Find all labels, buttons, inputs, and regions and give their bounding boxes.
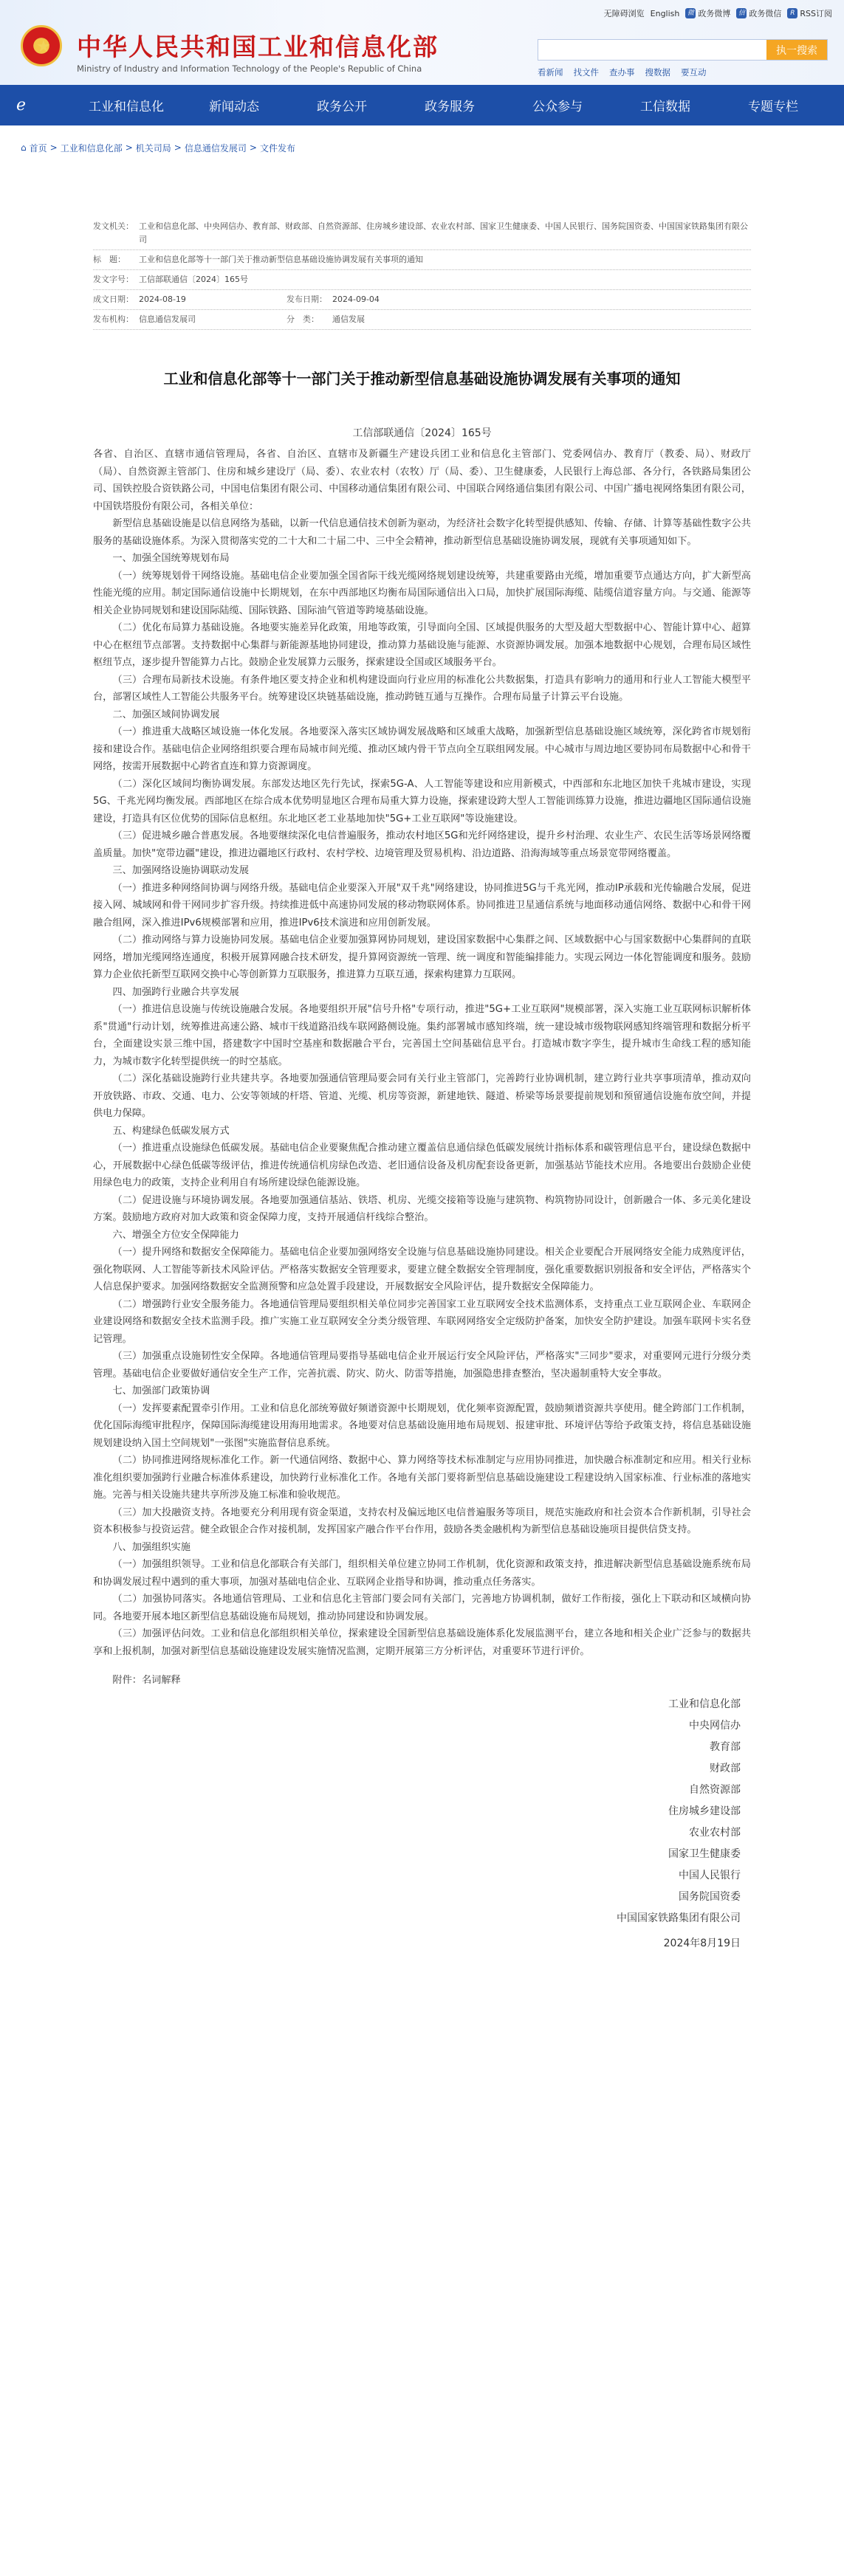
paragraph: （一）统筹规划骨干网络设施。基础电信企业要加强全国省际干线光缆网络规划建设统筹，共建重要路由光缆，增加重要节点通达方向，扩大新型高性能光缆的应用。制定国际通信设施中长期规划，在东中西部地区均衡布局国际通信出入口局，加快扩展国际海缆、陆缆信道容量方向。与交通、能源等相关企业协同规划和建设国际陆缆、国际铁路、国际油气管道等跨境基础设施。	[93, 570, 751, 616]
document-title: 工业和信息化部等十一部门关于推动新型信息基础设施协调发展有关事项的通知	[163, 370, 681, 388]
search-button[interactable]: 执一搜索	[766, 40, 827, 60]
document-body	[93, 446, 751, 1952]
paragraph: （一）推进信息设施与传统设施融合发展。各地要组织开展"信号升格"专项行动，推进"5G+工业互联网"规模部署，深入实施工业互联网标识解析体系"贯通"行动计划，统筹推进高速公路、城市干线道路沿线车联网路侧设施。集约部署城市感知终端，统一建设城市级物联网感知终端管理和数据分析平台，全面建设实景三维中国，搭建数字中国时空基座和数据融合平台，完善国土空间基础信息平台。打造城市数字孪生，提升城市生命线工程的感知能力，为城市数字化转型提供统一的时空基底。	[93, 1004, 751, 1067]
paragraph: 八、加强组织实施	[112, 1541, 191, 1553]
weibo-icon: 微	[685, 8, 696, 18]
paragraph: （二）促进设施与环境协调发展。各地要加强通信基站、铁塔、机房、光缆交接箱等设施与建筑物、构筑物协同设计，创新融合一体、多元美化建设方案。鼓励地方政府对加大政策和资金保障力度，支持开展通信杆线综合整治。	[93, 1194, 751, 1223]
meta-label: 标 题：	[93, 255, 126, 264]
signer: 国务院国资委	[679, 1890, 741, 1903]
breadcrumb-files[interactable]: 文件发布	[259, 142, 295, 154]
meta-label: 发文字号：	[93, 275, 134, 284]
rss-link[interactable]: R RSS订阅	[787, 7, 832, 19]
sign-date: 2024年8月19日	[663, 1937, 741, 1949]
meta-label: 分 类：	[287, 314, 319, 324]
meta-label: 发布日期：	[287, 295, 327, 304]
breadcrumb-dept[interactable]: 信息通信发展司	[184, 142, 247, 154]
meta-org: 信息通信发展司	[139, 314, 196, 324]
location-icon: ⌂	[21, 142, 27, 153]
paragraph: （一）发挥要素配置牵引作用。工业和信息化部统筹做好频谱资源中长期规划，优化频率资源配置，鼓励频谱资源共享使用。健全跨部门工作机制，优化国际海缆审批程序，保障国际海缆建设用海用地需求。各地要对信息基础设施用地布局规划、报建审批、环境评估等给予政策支持，将信息基础设施规划建设纳入国土空间规划"一张图"实施监督信息系统。	[93, 1402, 751, 1449]
paragraph: （三）促进城乡融合普惠发展。各地要继续深化电信普遍服务，推动农村地区5G和光纤网络建设，提升乡村治理、农业生产、农民生活等场景网络覆盖质量。加快"宽带边疆"建设，推进边疆地区行政村、农村学校、边境管理及贸易机构、沿边道路、沿海海域等重点场景宽带网络覆盖。	[93, 830, 751, 859]
search-input[interactable]	[538, 40, 766, 60]
paragraph: （二）优化布局算力基础设施。各地要实施差异化政策，用地等政策，引导面向全国、区域提供服务的大型及超大型数据中心、智能计算中心、超算中心在枢纽节点部署。支持数据中心集群与新能源基地协同建设，推动算力基础设施与能源、水资源协调发展。加强本地数据中心规划，合理布局区域性枢纽节点，逐步提升智能算力占比。鼓励企业发展算力云服务，探索建设全国或区域服务平台。	[93, 622, 751, 668]
paragraph: 六、增强全方位安全保障能力	[112, 1229, 239, 1241]
site-subtitle: Ministry of Industry and Information Technology of the People's Republic of China	[77, 63, 422, 74]
paragraph: （三）加强重点设施韧性安全保障。各地通信管理局要指导基础电信企业开展运行安全风险评估，严格落实"三同步"要求，对重要网元进行分级分类管理。基础电信企业要做好通信安全生产工作，完善抗震、防灾、防火、防雷等措施，加强隐患排查整治，坚决遏制重特大安全事故。	[93, 1351, 751, 1380]
meta-number: 工信部联通信〔2024〕165号	[139, 275, 248, 284]
hotword-files[interactable]: 找文件	[573, 67, 599, 78]
meta-label: 发布机构：	[93, 314, 134, 324]
weibo-link[interactable]: 微 政务微博	[685, 7, 730, 19]
signer: 自然资源部	[689, 1783, 741, 1796]
signer: 工业和信息化部	[668, 1698, 741, 1710]
paragraph: （二）加强协同落实。各地通信管理局、工业和信息化主管部门要会同有关部门，完善地方协调机制，做好工作衔接，强化上下联动和区域横向协同。各地要开展本地区新型信息基础设施布局规划，推动协同建设和协调发展。	[93, 1594, 751, 1622]
attachment-link[interactable]: 附件：名词解释	[112, 1675, 181, 1686]
main-nav	[0, 85, 844, 125]
signer: 住房城乡建设部	[668, 1805, 741, 1817]
nav-item-news[interactable]: 新闻动态	[209, 100, 259, 114]
english-link[interactable]: English	[650, 8, 680, 18]
breadcrumb-ministry[interactable]: 工业和信息化部	[60, 142, 123, 154]
signer: 国家卫生健康委	[668, 1847, 741, 1860]
signer: 中央网信办	[689, 1719, 741, 1732]
home-logo-icon[interactable]: ℯ	[16, 95, 27, 114]
top-links	[604, 7, 832, 19]
hotword-data[interactable]: 搜数据	[645, 67, 670, 78]
paragraph: 三、加强网络设施协调联动发展	[112, 865, 250, 876]
paragraph: （三）加强评估问效。工业和信息化部组织相关单位，探索建设全国新型信息基础设施体系化发展监测平台，建立各地和相关企业广泛参与的数据共享和上报机制，加强对新型信息基础设施建设发展实施情况监测，定期开展第三方分析评估，对重要环节进行评价。	[93, 1628, 751, 1657]
paragraph: 二、加强区域间协调发展	[112, 709, 220, 720]
wechat-icon: 信	[736, 8, 747, 18]
paragraph: 一、加强全国统筹规划布局	[112, 553, 230, 564]
paragraph: （一）加强组织领导。工业和信息化部联合有关部门，组织相关单位建立协同工作机制，优化资源和政策支持，推进解决新型信息基础设施系统布局和协调发展过程中遇到的重大事项，加强对基础电信企业、互联网企业指导和协调，推动重点任务落实。	[93, 1559, 751, 1588]
paragraph: （三）合理布局新技术设施。有条件地区要支持企业和机构建设面向行业应用的标准化公共数据集，打造具有影响力的通用和行业人工智能大模型平台，部署区域性人工智能公共服务平台。统筹建设区块链基础设施，推动跨链互通与互操作。合理布局量子计算云平台设施。	[93, 674, 751, 703]
hotwords	[538, 66, 707, 78]
hotword-services[interactable]: 查办事	[609, 67, 635, 78]
paragraph: （一）推进重大战略区域设施一体化发展。各地要深入落实区域协调发展战略和区域重大战略，加强新型信息基础设施区域统筹，深化跨省市规划衔接和建设合作。基础电信企业网络组织要合理布局城市间光缆、推动区域内骨干节点向全互联组网发展。中心城市与周边地区要协同布局数据中心和骨干网络，按需开展数据中心跨省直连和算力资源调度。	[93, 726, 751, 772]
paragraph: （二）深化区域间均衡协调发展。东部发达地区先行先试，探索5G-A、人工智能等建设和应用新模式，中西部和东北地区加快千兆城市建设，实现5G、千兆光网均衡发展。西部地区在综合成本优势明显地区合理布局重大算力设施，探索建设跨大型人工智能训练算力设施，推进边疆地区国际通信设施建设，打造具有区位优势的国际信息枢纽。东北地区老工业基地加快"5G+工业互联网"等设施建设。	[93, 778, 751, 824]
paragraph: （三）加大投融资支持。各地要充分利用现有资金渠道，支持农村及偏远地区电信普遍服务等项目，规范实施政府和社会资本合作新机制，引导社会资本积极参与投资运营。健全政银企合作对接机制，发挥国家产融合作平台作用，鼓励各类金融机构为新型信息基础设施项目提供信贷支持。	[93, 1506, 751, 1535]
breadcrumb-home[interactable]: 首页	[29, 142, 47, 154]
paragraph: 新型信息基础设施是以信息网络为基础，以新一代信息通信技术创新为驱动，为经济社会数字化转型提供感知、传输、存储、计算等基础性数字公共服务的基础设施体系。为深入贯彻落实党的二十大和二十届二中、三中全会精神，推动新型信息基础设施协调发展，现就有关事项通知如下。	[93, 518, 751, 547]
accessibility-link[interactable]: 无障碍浏览	[603, 9, 645, 18]
paragraph: （一）提升网络和数据安全保障能力。基础电信企业要加强网络安全设施与信息基础设施协同建设。相关企业要配合开展网络安全能力成熟度评估，强化物联网、人工智能等新技术风险评估。严格落实数据安全管理要求，要建立健全数据安全管理制度，强化重要数据识别报备和安全评估，严格落实个人信息保护要求。加强网络数据安全监测预警和应急处置手段建设，开展数据安全风险评估，提升数据安全保障能力。	[93, 1247, 751, 1292]
paragraph: 七、加强部门政策协调	[112, 1385, 210, 1397]
wechat-link[interactable]: 信 政务微信	[736, 7, 781, 19]
paragraph: 四、加强跨行业融合共享发展	[112, 986, 239, 998]
paragraph: （二）深化基础设施跨行业共建共享。各地要加强通信管理局要会同有关行业主管部门，完善跨行业协调机制，建立跨行业共享事项清单，推动双向开放铁路、市政、交通、电力、公安等领域的杆塔、管道、光缆、机房等资源，新建地铁、隧道、桥梁等场景要提前规划和预留通信设施布放空间，并提供电力保障。	[93, 1073, 751, 1119]
breadcrumb: ⌂ 首页 > 工业和信息化部 > 机关司局 > 信息通信发展司 > 文件发布	[21, 142, 295, 154]
breadcrumb-offices[interactable]: 机关司局	[135, 142, 171, 154]
paragraph-list	[93, 515, 751, 1660]
meta-recipients: 工业和信息化部、中央网信办、教育部、财政部、自然资源部、住房城乡建设部、农业农村部、国家卫生健康委、中国人民银行、国务院国资委、中国国家铁路集团有限公司	[139, 221, 748, 244]
meta-date: 2024-08-19	[139, 295, 186, 304]
nav-item-services[interactable]: 政务服务	[425, 100, 475, 114]
hotword-interact[interactable]: 要互动	[681, 67, 707, 78]
meta-label: 发文机关：	[93, 221, 134, 231]
nav-item-gov-affairs[interactable]: 政务公开	[317, 100, 367, 114]
paragraph: （一）推进多种网络间协调与网络升级。基础电信企业要深入开展"双千兆"网络建设，协同推进5G与千兆光网，推动IP承载和光传输融合发展，促进接入网、城域网和骨干网同步扩容升级。持续推进低中高速协同发展的移动物联网体系。协同推进卫星通信系统与地面移动通信网络、数据中心和骨干网融合组网，深入推进IPv6规模部署和应用，推进IPv6技术演进和应用创新发展。	[93, 882, 751, 929]
signer-list	[93, 1694, 751, 1929]
nav-item-public[interactable]: 公众参与	[532, 100, 583, 114]
document-number: 工信部联通信〔2024〕165号	[352, 427, 492, 439]
nav-item-data[interactable]: 工信数据	[640, 100, 690, 114]
meta-category: 通信发展	[332, 314, 365, 324]
search-box	[538, 39, 828, 61]
signer: 中国人民银行	[679, 1869, 741, 1881]
meta-label: 成文日期：	[93, 295, 134, 304]
meta-title: 工业和信息化部等十一部门关于推动新型信息基础设施协调发展有关事项的通知	[139, 255, 423, 264]
paragraph: （二）协同推进网络规标准化工作。新一代通信网络、数据中心、算力网络等技术标准制定与应用协同推进，加快融合标准制定和应用。相关行业标准化组织要加强跨行业融合标准体系建设，加快跨行业标准化工作。各地有关部门要将新型信息基础设施建设工程建设纳入国家标准、行业标准的落地实施。完善与相关设施共建共享所涉及施工标准和验收规范。	[93, 1455, 751, 1501]
paragraph: 五、构建绿色低碳发展方式	[112, 1125, 230, 1137]
nav-item-topics[interactable]: 专题专栏	[748, 100, 798, 114]
paragraph: （一）推进重点设施绿色低碳发展。基础电信企业要聚焦配合推动建立覆盖信息通信绿色低碳发展统计指标体系和碳管理信息平台，建设绿色数据中心，开展数据中心绿色低碳等级评估，推进传统通信机房绿色改造、老旧通信设备及机房配套设备更新，加强基站节能技术应用。各地要出台鼓励企业使用绿色电力的政策，支持企业利用自有场所建设绿色能源设施。	[93, 1143, 751, 1188]
document-meta	[93, 217, 751, 330]
national-emblem-icon: ★	[21, 25, 62, 66]
signer: 农业农村部	[689, 1826, 741, 1839]
hotword-news[interactable]: 看新闻	[538, 67, 563, 78]
paragraph: （二）增强跨行业安全服务能力。各地通信管理局要组织相关单位同步完善国家工业互联网安全技术监测体系，支持重点工业互联网企业、车联网企业建设网络和数据安全技术监测手段。推广实施工业互联网安全分类分级管理、车联网网络安全定级防护备案，加快安全防护建设。加强车联网卡实名登记管理。	[93, 1298, 751, 1345]
rss-icon: R	[787, 8, 797, 18]
signer: 财政部	[710, 1762, 741, 1774]
signer: 教育部	[710, 1740, 741, 1753]
site-header	[0, 0, 844, 85]
paragraph: （二）推动网络与算力设施协同发展。基础电信企业要加强算网协同规划，建设国家数据中心集群之间、区域数据中心与国家数据中心集群间的直联网络，增加光缆网络连通度，积极开展算网融合技术研发，提升算网资源统一管理、统一调度和智能编排能力。实现云网边一体化智能调度和服务。鼓励算力企业依托新型互联网交换中心等创新算力互联服务，推进算力互联互通，探索构建算力互联网。	[93, 934, 751, 980]
meta-pub-date: 2024-09-04	[332, 295, 380, 304]
nav-item-industry[interactable]: 工业和信息化	[89, 100, 164, 114]
addressee: 各省、自治区、直辖市通信管理局，各省、自治区、直辖市及新疆生产建设兵团工业和信息化主管部门、党委网信办、教育厅（教委、局）、财政厅（局）、自然资源主管部门、住房和城乡建设厅（局、委）、农业农村（农牧）厅（局、委）、卫生健康委，人民银行上海总部、各分行，各铁路局集团公司、国铁控股合资铁路公司，中国电信集团有限公司、中国移动通信集团有限公司、中国联合网络通信集团有限公司、中国广播电视网络集团有限公司，中国铁塔股份有限公司，各相关单位：	[93, 449, 751, 512]
site-title[interactable]: 中华人民共和国工业和信息化部	[77, 32, 439, 61]
signer: 中国国家铁路集团有限公司	[617, 1912, 741, 1924]
